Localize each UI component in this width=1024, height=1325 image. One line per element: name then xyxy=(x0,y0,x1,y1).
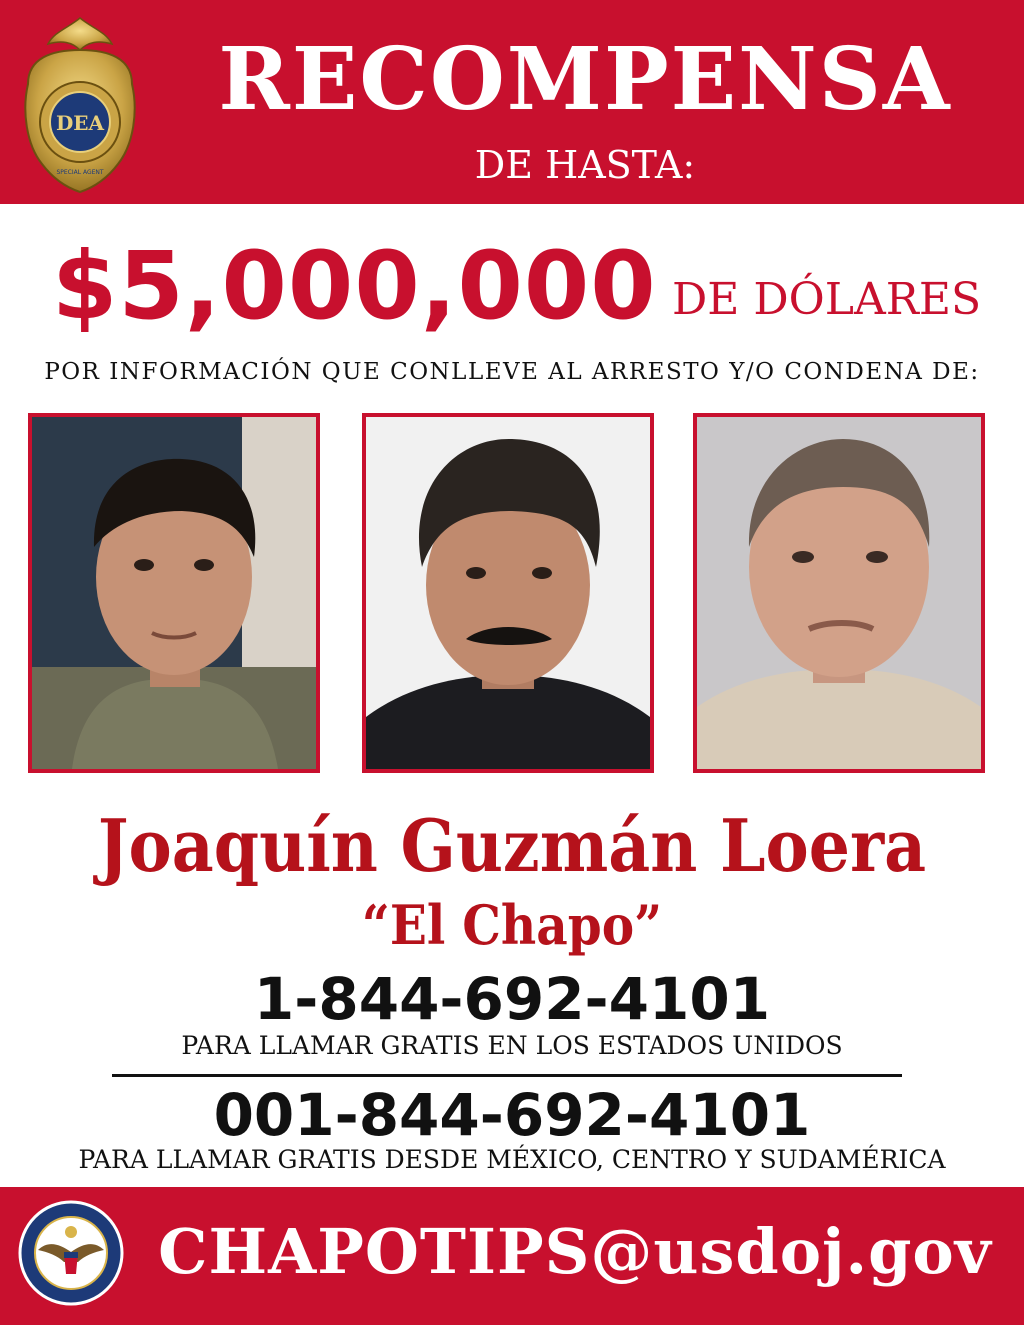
phone-us-note: PARA LLAMAR GRATIS EN LOS ESTADOS UNIDOS xyxy=(181,1031,843,1060)
tip-email-link[interactable]: CHAPOTIPS@usdoj.gov xyxy=(158,1215,992,1288)
subject-alias: “El Chapo” xyxy=(361,893,663,957)
reward-amount: $5,000,000 xyxy=(52,232,657,341)
page-subtitle: DE HASTA: xyxy=(474,143,696,187)
department-of-state-seal-icon xyxy=(18,1200,124,1306)
mugshot-2-icon xyxy=(366,417,650,769)
mugshot-1-icon xyxy=(32,417,316,769)
phone-us[interactable]: 1-844-692-4101 xyxy=(253,965,771,1033)
reward-info-line: POR INFORMACIÓN QUE CONLLEVE AL ARRESTO Y/O CONDENA DE: xyxy=(44,359,980,385)
page-title: RECOMPENSA xyxy=(218,29,952,130)
mugshot-1 xyxy=(28,413,320,773)
divider xyxy=(112,1074,902,1077)
svg-text:SPECIAL AGENT: SPECIAL AGENT xyxy=(56,169,104,176)
mugshot-2 xyxy=(362,413,654,773)
subject-name: Joaquín Guzmán Loera xyxy=(97,803,927,888)
mugshot-3 xyxy=(693,413,985,773)
reward-currency: DE DÓLARES xyxy=(672,274,982,325)
mugshot-3-icon xyxy=(697,417,981,769)
svg-text:DEA: DEA xyxy=(55,111,105,135)
dea-badge-icon xyxy=(18,14,142,196)
phone-international[interactable]: 001-844-692-4101 xyxy=(213,1081,811,1149)
phone-international-note: PARA LLAMAR GRATIS DESDE MÉXICO, CENTRO Y SUDAMÉRICA xyxy=(78,1145,946,1174)
